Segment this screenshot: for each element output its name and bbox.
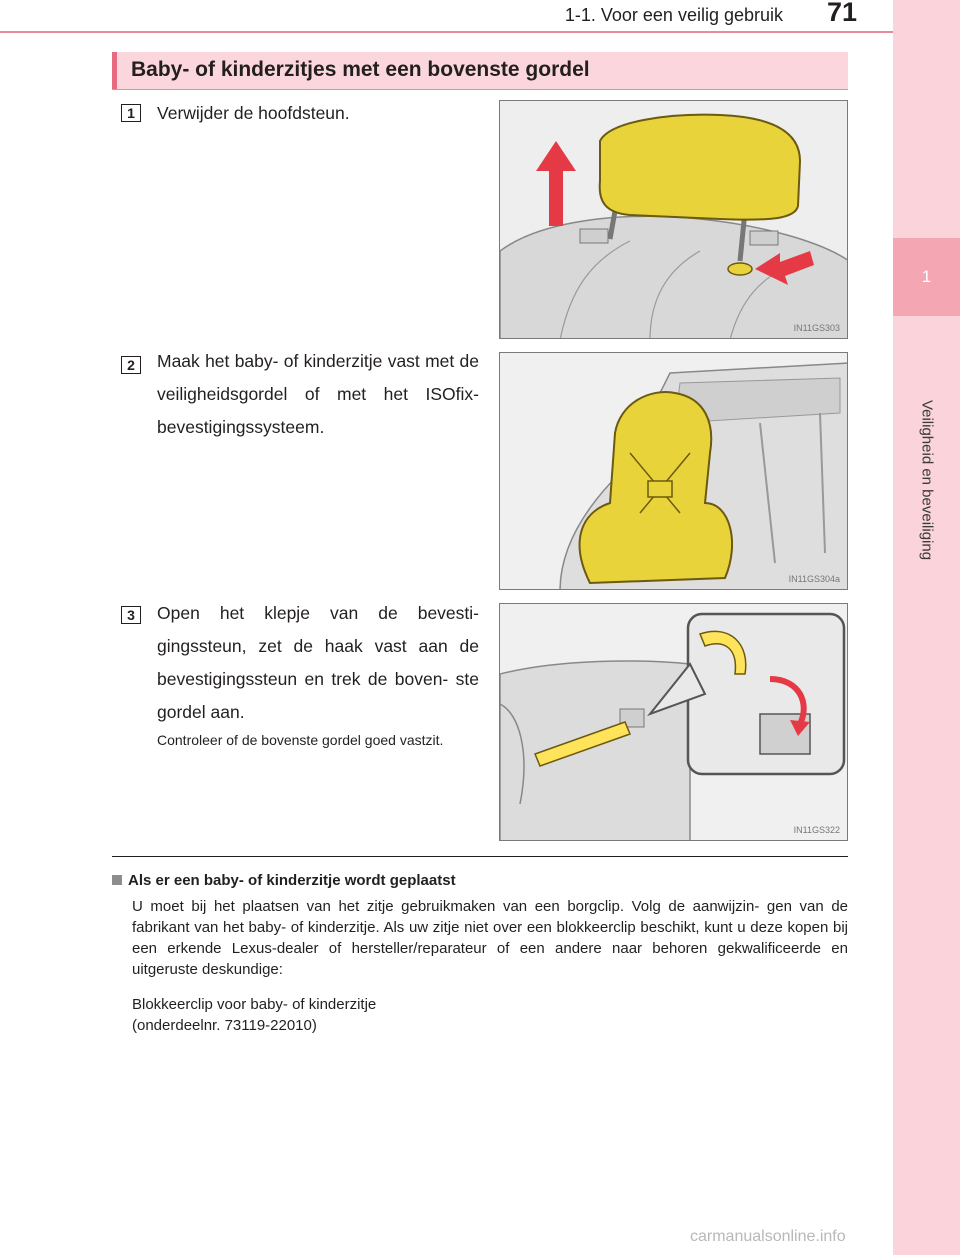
chapter-label-container [893, 330, 960, 630]
chapter-number: 1 [921, 267, 932, 286]
part-number: (onderdeelnr. 73119-22010) [132, 1017, 317, 1034]
child-seat-installation-illustration [500, 353, 848, 590]
heading-divider [112, 89, 848, 90]
section-heading-bar [112, 52, 848, 89]
step-2-number: 2 [121, 356, 141, 374]
tether-strap-illustration [500, 604, 848, 841]
headrest-removal-illustration [500, 101, 848, 339]
section-heading: Baby- of kinderzitjes met een bovenste gordel [131, 58, 590, 81]
watermark: carmanualsonline.info [690, 1228, 846, 1245]
chapter-label: Veiligheid en beveiliging [918, 399, 935, 561]
step-3-number: 3 [121, 606, 141, 624]
section-divider [112, 856, 848, 857]
header-divider [0, 31, 893, 33]
step-1-figure [499, 100, 848, 339]
step-3-figure [499, 603, 848, 841]
step-3-note: Controleer of de bovenste gordel goed vastzit. [157, 732, 444, 748]
figure-code: IN11GS322 [793, 825, 840, 835]
page-number: 71 [826, 0, 857, 27]
figure-code: IN11GS304a [788, 574, 840, 584]
step-2-text: Maak het baby- of kinderzitje vast met de veiligheidsgordel of met het ISOfix-bevestigingssysteem. [157, 351, 479, 437]
info-paragraph: U moet bij het plaatsen van het zitje gebruikmaken van een borgclip. Volg de aanwijzin- gen van de fabrikant van het baby- of kinderzitje. Als uw zitje niet over een blokkeerclip beschikt, kunt u deze kopen bij een erkende Lexus-dealer of hersteller/reparateur of een andere naar behoren gekwalificeerde en uitgeruste deskundige: [132, 898, 848, 978]
chapter-number-box [893, 238, 960, 316]
square-bullet-icon [112, 875, 122, 885]
step-2-figure [499, 352, 848, 590]
info-heading [112, 872, 456, 889]
section-title: 1-1. Voor een veilig gebruik [564, 5, 783, 25]
figure-code: IN11GS303 [793, 323, 840, 333]
page-header [0, 0, 893, 30]
step-3-text: Open het klepje van de bevesti- gingssteun, zet de haak vast aan de bevestigingssteun en trek de boven- ste gordel aan. [157, 603, 479, 722]
info-heading-text: Als er een baby- of kinderzitje wordt geplaatst [128, 872, 456, 889]
step-1-number: 1 [121, 104, 141, 122]
part-name: Blokkeerclip voor baby- of kinderzitje [132, 996, 377, 1013]
step-1-text: Verwijder de hoofdsteun. [157, 103, 350, 123]
